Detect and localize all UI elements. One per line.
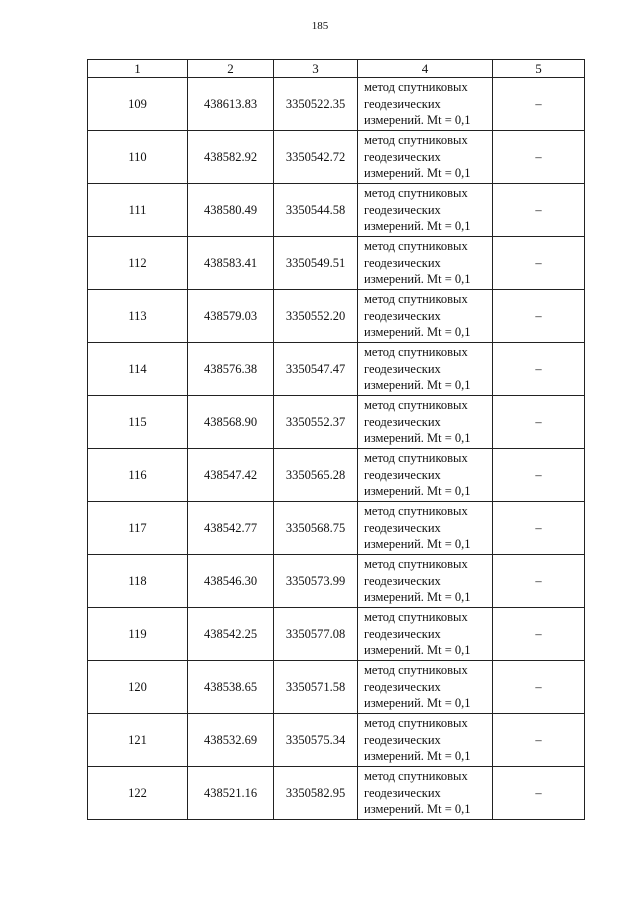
point-number-cell: 113	[88, 290, 188, 343]
method-cell	[358, 555, 493, 608]
table-row	[88, 343, 585, 396]
method-line: метод спутниковых	[364, 557, 468, 572]
method-line: метод спутниковых	[364, 345, 468, 360]
x-coordinate-cell: 438538.65	[188, 661, 274, 714]
note-cell: –	[493, 661, 585, 714]
method-line: измерений. Mt = 0,1	[364, 643, 471, 658]
header-col-3: 3	[274, 60, 358, 78]
y-coordinate-cell: 3350582.95	[274, 767, 358, 820]
point-number-cell: 119	[88, 608, 188, 661]
table-row	[88, 449, 585, 502]
table-row	[88, 767, 585, 820]
method-line: измерений. Mt = 0,1	[364, 802, 471, 817]
note-cell: –	[493, 714, 585, 767]
table-header-row	[88, 60, 585, 78]
x-coordinate-cell: 438546.30	[188, 555, 274, 608]
table-row	[88, 502, 585, 555]
method-line: геодезических	[364, 732, 441, 747]
method-line: геодезических	[364, 361, 441, 376]
note-cell: –	[493, 237, 585, 290]
note-cell: –	[493, 290, 585, 343]
x-coordinate-cell: 438580.49	[188, 184, 274, 237]
method-line: измерений. Mt = 0,1	[364, 325, 471, 340]
method-line: измерений. Mt = 0,1	[364, 219, 471, 234]
point-number-cell: 109	[88, 78, 188, 131]
table-row	[88, 290, 585, 343]
y-coordinate-cell: 3350552.20	[274, 290, 358, 343]
method-cell	[358, 767, 493, 820]
note-cell: –	[493, 608, 585, 661]
method-line: измерений. Mt = 0,1	[364, 113, 471, 128]
method-cell	[358, 343, 493, 396]
x-coordinate-cell: 438542.25	[188, 608, 274, 661]
method-cell	[358, 396, 493, 449]
header-col-4: 4	[358, 60, 493, 78]
table-row	[88, 555, 585, 608]
method-line: геодезических	[364, 149, 441, 164]
table-row	[88, 78, 585, 131]
method-cell	[358, 184, 493, 237]
x-coordinate-cell: 438532.69	[188, 714, 274, 767]
point-number-cell: 120	[88, 661, 188, 714]
method-line: измерений. Mt = 0,1	[364, 696, 471, 711]
method-cell	[358, 131, 493, 184]
y-coordinate-cell: 3350542.72	[274, 131, 358, 184]
table-row	[88, 714, 585, 767]
method-line: метод спутниковых	[364, 186, 468, 201]
x-coordinate-cell: 438547.42	[188, 449, 274, 502]
method-cell	[358, 449, 493, 502]
method-line: геодезических	[364, 785, 441, 800]
y-coordinate-cell: 3350568.75	[274, 502, 358, 555]
method-line: метод спутниковых	[364, 769, 468, 784]
method-line: геодезических	[364, 202, 441, 217]
y-coordinate-cell: 3350577.08	[274, 608, 358, 661]
header-col-1: 1	[88, 60, 188, 78]
method-line: измерений. Mt = 0,1	[364, 537, 471, 552]
method-line: геодезических	[364, 626, 441, 641]
method-line: геодезических	[364, 414, 441, 429]
y-coordinate-cell: 3350522.35	[274, 78, 358, 131]
method-line: геодезических	[364, 679, 441, 694]
method-cell	[358, 661, 493, 714]
table-row	[88, 661, 585, 714]
note-cell: –	[493, 131, 585, 184]
x-coordinate-cell: 438583.41	[188, 237, 274, 290]
y-coordinate-cell: 3350565.28	[274, 449, 358, 502]
table-row	[88, 237, 585, 290]
method-line: метод спутниковых	[364, 504, 468, 519]
y-coordinate-cell: 3350573.99	[274, 555, 358, 608]
note-cell: –	[493, 78, 585, 131]
y-coordinate-cell: 3350544.58	[274, 184, 358, 237]
method-line: метод спутниковых	[364, 292, 468, 307]
table-row	[88, 608, 585, 661]
method-line: геодезических	[364, 255, 441, 270]
note-cell: –	[493, 184, 585, 237]
point-number-cell: 114	[88, 343, 188, 396]
x-coordinate-cell: 438579.03	[188, 290, 274, 343]
method-line: метод спутниковых	[364, 80, 468, 95]
method-line: геодезических	[364, 520, 441, 535]
x-coordinate-cell: 438576.38	[188, 343, 274, 396]
y-coordinate-cell: 3350575.34	[274, 714, 358, 767]
point-number-cell: 115	[88, 396, 188, 449]
method-line: измерений. Mt = 0,1	[364, 272, 471, 287]
y-coordinate-cell: 3350547.47	[274, 343, 358, 396]
table-body	[88, 60, 585, 820]
method-line: измерений. Mt = 0,1	[364, 431, 471, 446]
point-number-cell: 112	[88, 237, 188, 290]
table-row	[88, 184, 585, 237]
method-cell	[358, 714, 493, 767]
method-cell	[358, 608, 493, 661]
point-number-cell: 116	[88, 449, 188, 502]
header-col-5: 5	[493, 60, 585, 78]
x-coordinate-cell: 438542.77	[188, 502, 274, 555]
y-coordinate-cell: 3350571.58	[274, 661, 358, 714]
method-cell	[358, 502, 493, 555]
method-line: геодезических	[364, 467, 441, 482]
method-line: метод спутниковых	[364, 663, 468, 678]
method-line: геодезических	[364, 96, 441, 111]
coordinates-table	[87, 59, 585, 820]
method-line: измерений. Mt = 0,1	[364, 749, 471, 764]
point-number-cell: 111	[88, 184, 188, 237]
note-cell: –	[493, 555, 585, 608]
x-coordinate-cell: 438568.90	[188, 396, 274, 449]
method-line: метод спутниковых	[364, 239, 468, 254]
header-col-2: 2	[188, 60, 274, 78]
method-line: геодезических	[364, 308, 441, 323]
table-row	[88, 396, 585, 449]
method-line: измерений. Mt = 0,1	[364, 590, 471, 605]
y-coordinate-cell: 3350552.37	[274, 396, 358, 449]
method-line: измерений. Mt = 0,1	[364, 484, 471, 499]
method-line: измерений. Mt = 0,1	[364, 166, 471, 181]
x-coordinate-cell: 438582.92	[188, 131, 274, 184]
x-coordinate-cell: 438613.83	[188, 78, 274, 131]
method-line: измерений. Mt = 0,1	[364, 378, 471, 393]
x-coordinate-cell: 438521.16	[188, 767, 274, 820]
method-line: метод спутниковых	[364, 451, 468, 466]
note-cell: –	[493, 767, 585, 820]
point-number-cell: 117	[88, 502, 188, 555]
method-cell	[358, 237, 493, 290]
point-number-cell: 110	[88, 131, 188, 184]
note-cell: –	[493, 396, 585, 449]
note-cell: –	[493, 449, 585, 502]
note-cell: –	[493, 343, 585, 396]
method-line: метод спутниковых	[364, 133, 468, 148]
page-number: 185	[311, 20, 329, 32]
point-number-cell: 121	[88, 714, 188, 767]
note-cell: –	[493, 502, 585, 555]
method-line: метод спутниковых	[364, 716, 468, 731]
method-cell	[358, 290, 493, 343]
point-number-cell: 118	[88, 555, 188, 608]
method-line: метод спутниковых	[364, 398, 468, 413]
table-row	[88, 131, 585, 184]
method-cell	[358, 78, 493, 131]
point-number-cell: 122	[88, 767, 188, 820]
method-line: метод спутниковых	[364, 610, 468, 625]
y-coordinate-cell: 3350549.51	[274, 237, 358, 290]
method-line: геодезических	[364, 573, 441, 588]
